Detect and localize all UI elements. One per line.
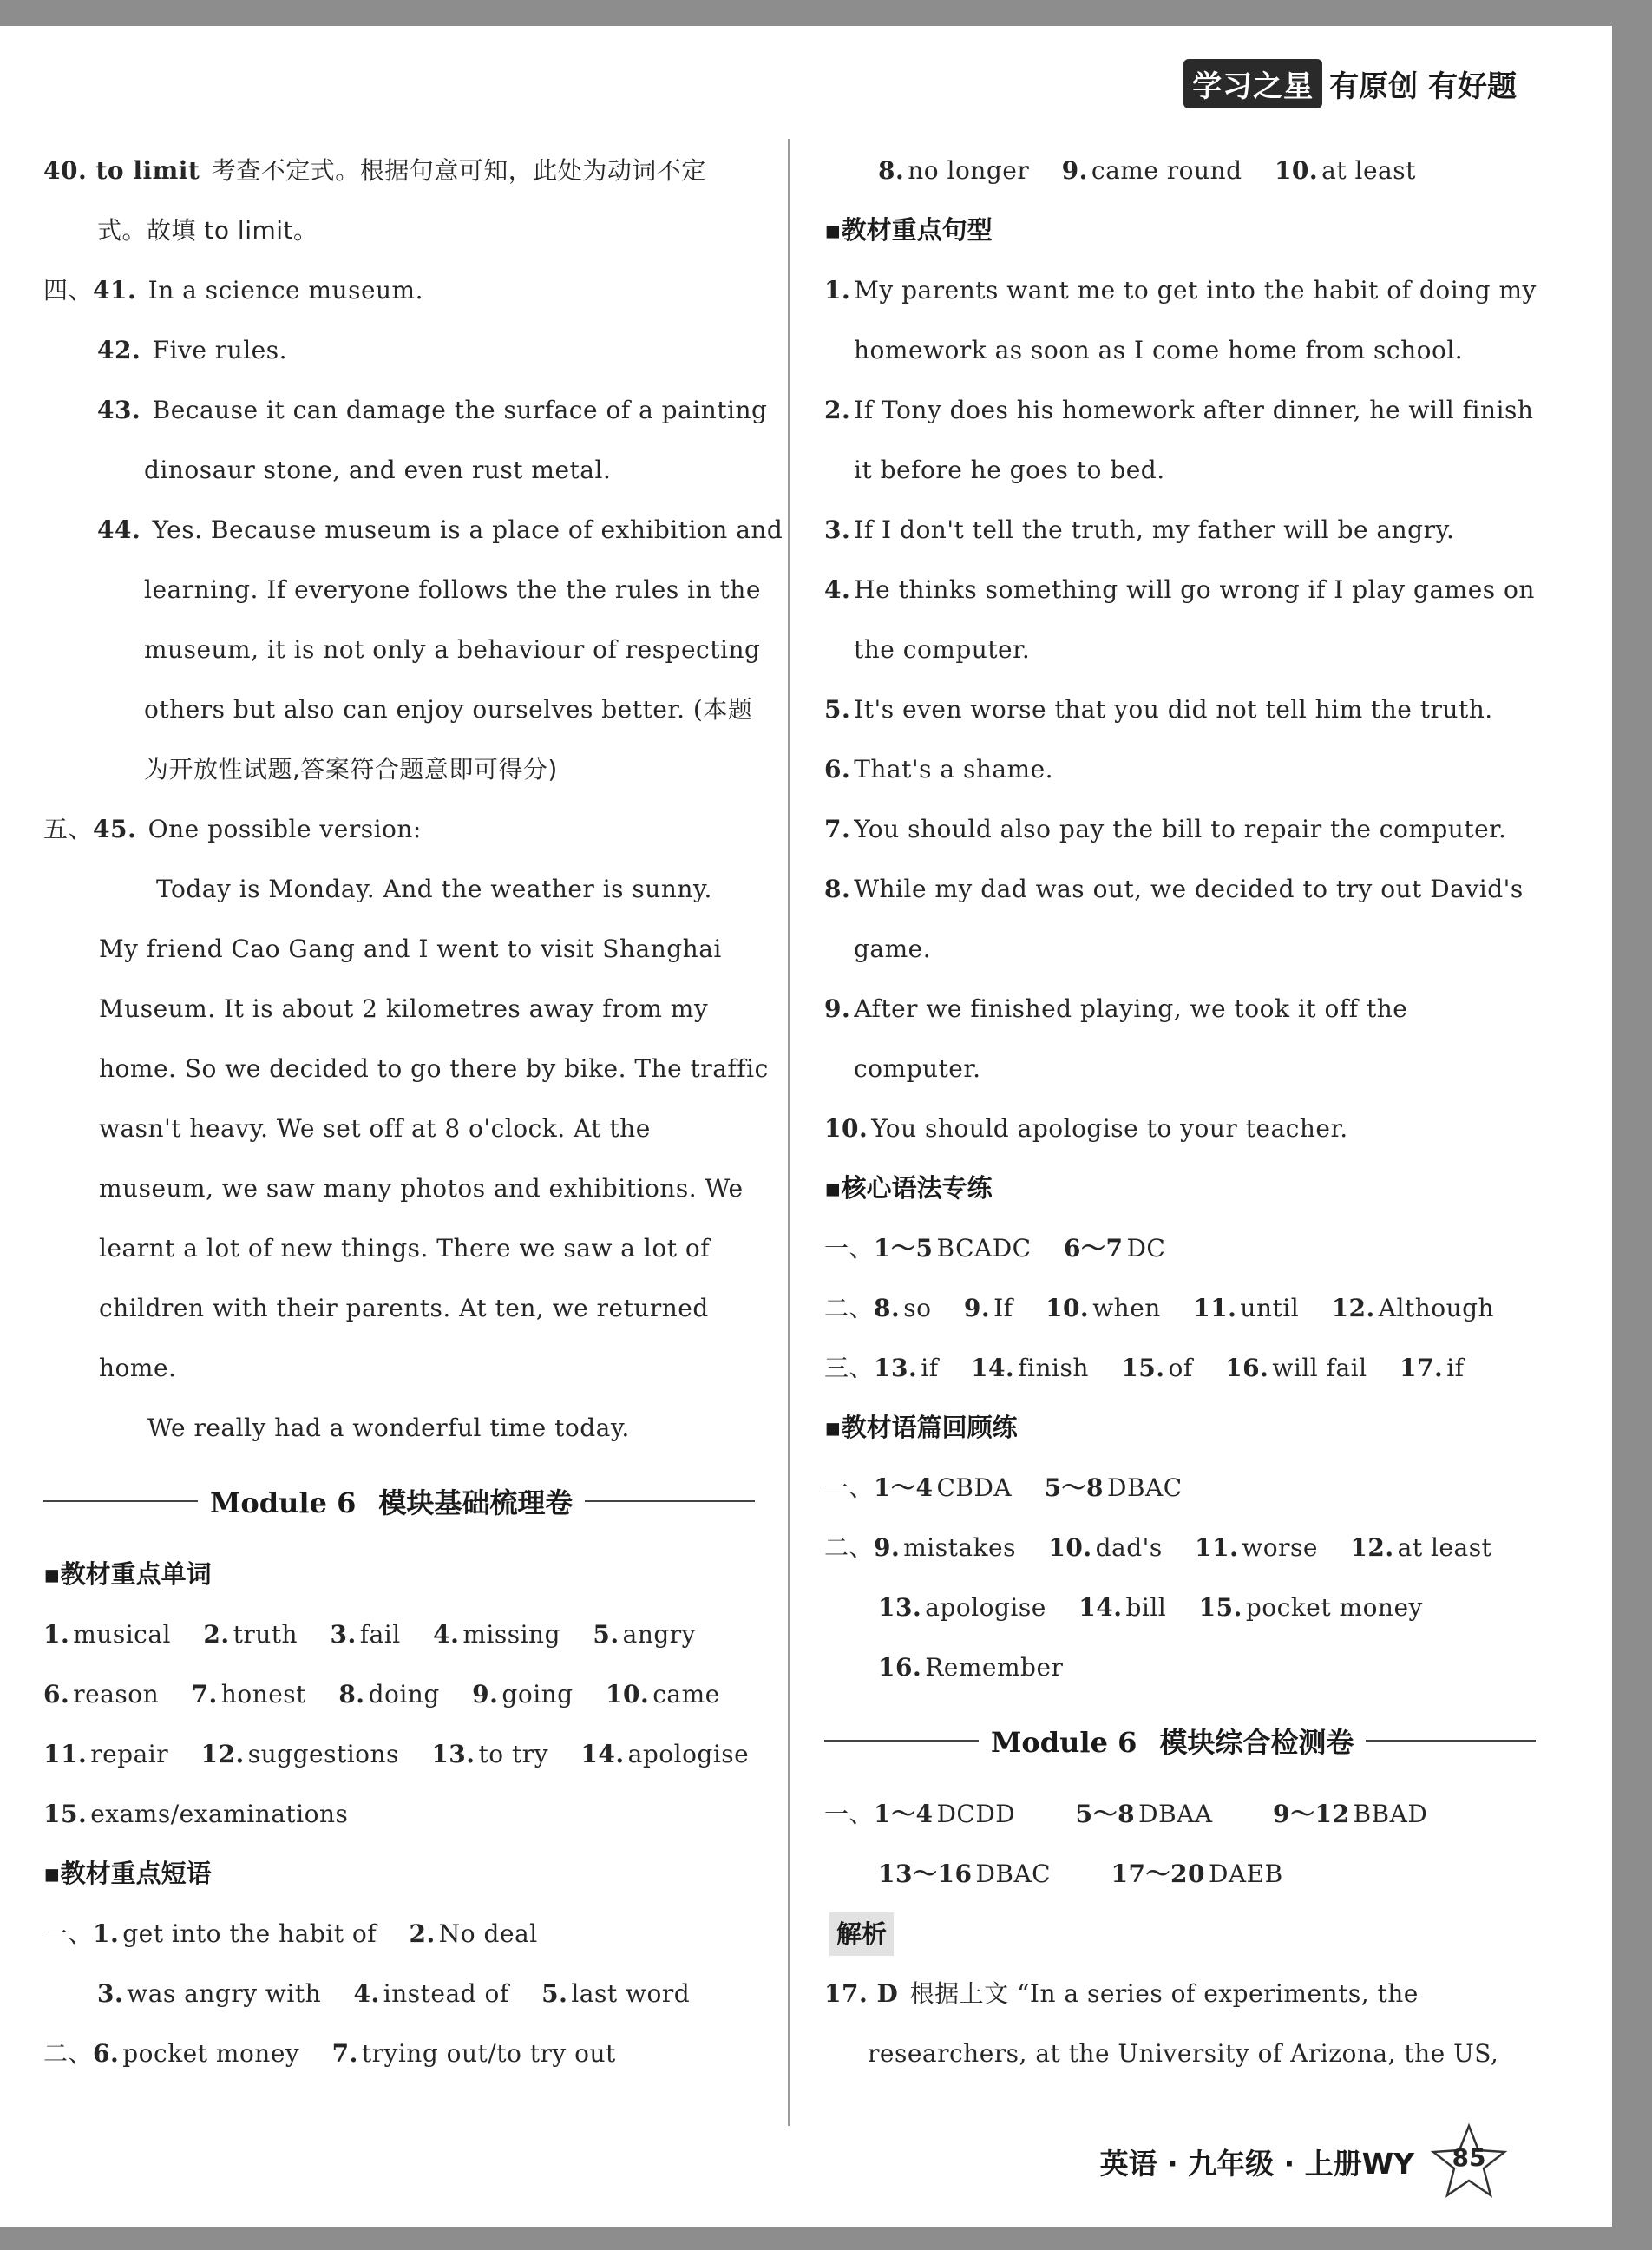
essay-line-7: learnt a lot of new things. There we saw a lot of	[99, 1234, 711, 1263]
review-section-title: ▪教材语篇回顾练	[824, 1413, 1018, 1442]
module-heading-2: Module 6 模块综合检测卷	[824, 1697, 1536, 1784]
essay-line-4: home. So we decided to go there by bike. The traffic	[99, 1054, 769, 1083]
phrases-row-3: 二、6. pocket money 7. trying out/to try out	[43, 2039, 616, 2068]
essay-line-1: Today is Monday. And the weather is sunny.	[156, 875, 712, 903]
grammar-row-2: 二、8. so 9. If 10. when 11. until 12. Although	[824, 1294, 1495, 1322]
grammar-row-1: 一、1～5 BCADC 6～7 DC	[824, 1234, 1166, 1263]
footer-text: 英语 · 九年级 · 上册WY	[1099, 2146, 1414, 2181]
review-row-2: 二、9. mistakes 10. dad's 11. worse 12. at least	[824, 1533, 1492, 1562]
q43-line2: dinosaur stone, and even rust metal.	[144, 456, 612, 484]
q43-line1: 43. Because it can damage the surface of a painting	[97, 396, 768, 424]
words-row-1: 1. musical 2. truth 3. fail 4. missing 5. angry	[43, 1620, 696, 1649]
page-number: 85	[1452, 2143, 1486, 2172]
q17-line1: 17. D 根据上文 “In a series of experiments, the	[824, 1979, 1419, 2008]
words-row-2: 6. reason 7. honest 8. doing 9. going 10. came	[43, 1680, 720, 1709]
words-row-3: 11. repair 12. suggestions 13. to try 14. apologise	[43, 1740, 750, 1768]
q44-line2: learning. If everyone follows the the rules in the	[144, 575, 761, 604]
module-heading-1: Module 6 模块基础梳理卷	[43, 1458, 755, 1545]
q41: 四、41. In a science museum.	[43, 276, 423, 305]
q44-line1: 44. Yes. Because museum is a place of exhibition and	[97, 515, 783, 544]
review-row-4: 16. Remember	[878, 1653, 1064, 1682]
sentence-1b: homework as soon as I come home from school.	[854, 336, 1464, 364]
words-row-4: 15. exams/examinations	[43, 1800, 349, 1828]
essay-line-9: home.	[99, 1354, 177, 1382]
sentence-3: 3. If I don't tell the truth, my father will be angry.	[824, 515, 1455, 544]
sentence-1a: 1. My parents want me to get into the habit of doing my	[824, 276, 1537, 305]
grammar-row-3: 三、13. if 14. finish 15. of 16. will fail 17. if	[824, 1354, 1465, 1382]
brand-header	[1183, 59, 1517, 108]
sentences-section-title: ▪教材重点句型	[824, 215, 993, 245]
q44-line4: others but also can enjoy ourselves better. (本题	[144, 695, 753, 724]
module-answers-row-2: 13～16 DBAC 17～20 DAEB	[878, 1860, 1283, 1888]
q45: 五、45. One possible version:	[43, 815, 422, 843]
words-section-title: ▪教材重点单词	[43, 1559, 212, 1589]
phrases-section-title: ▪教材重点短语	[43, 1859, 212, 1888]
essay-line-2: My friend Cao Gang and I went to visit Shanghai	[99, 935, 722, 963]
q40-line1: 40. to limit 考查不定式。根据句意可知，此处为动词不定	[43, 156, 706, 185]
essay-line-3: Museum. It is about 2 kilometres away from my	[99, 994, 709, 1023]
q42: 42. Five rules.	[97, 336, 288, 364]
essay-line-6: museum, we saw many photos and exhibitions. We	[99, 1174, 744, 1203]
q17-line2: researchers, at the University of Arizona, the US,	[868, 2039, 1499, 2068]
grammar-section-title: ▪核心语法专练	[824, 1173, 993, 1203]
slogan: 有原创 有好题	[1329, 69, 1517, 104]
answer-page	[0, 26, 1612, 2227]
essay-line-5: wasn't heavy. We set off at 8 o'clock. At the	[99, 1114, 651, 1143]
essay-last-line: We really had a wonderful time today.	[148, 1414, 630, 1442]
q40-line2: 式。故填 to limit。	[97, 216, 318, 245]
q44-line3: museum, it is not only a behaviour of respecting	[144, 635, 761, 664]
sentence-8a: 8. While my dad was out, we decided to try out David's	[824, 875, 1524, 903]
sentence-2a: 2. If Tony does his homework after dinner, he will finish	[824, 396, 1534, 424]
sentence-4a: 4. He thinks something will go wrong if I play games on	[824, 575, 1535, 604]
sentence-9b: computer.	[854, 1054, 981, 1083]
sentence-6: 6. That's a shame.	[824, 755, 1054, 784]
q44-line5: 为开放性试题,答案符合题意即可得分)	[144, 755, 558, 784]
sentence-7: 7. You should also pay the bill to repair the computer.	[824, 815, 1507, 843]
phrases-row-1: 一、1. get into the habit of 2. No deal	[43, 1919, 538, 1948]
page-number-star	[1430, 2122, 1508, 2201]
review-row-1: 一、1～4 CBDA 5～8 DBAC	[824, 1473, 1183, 1502]
analysis-label: 解析	[829, 1912, 894, 1956]
phrases-row-4: 8. no longer 9. came round 10. at least	[878, 156, 1416, 185]
review-row-3: 13. apologise 14. bill 15. pocket money	[878, 1593, 1423, 1622]
left-column	[43, 141, 783, 2083]
module-answers-row-1: 一、1～4 DCDD 5～8 DBAA 9～12 BBAD	[824, 1800, 1428, 1828]
right-column	[824, 141, 1536, 2083]
logo: 学习之星	[1183, 59, 1322, 108]
sentence-2b: it before he goes to bed.	[854, 456, 1165, 484]
essay-line-8: children with their parents. At ten, we returned	[99, 1294, 709, 1322]
sentence-4b: the computer.	[854, 635, 1031, 664]
page-footer	[1100, 2122, 1508, 2201]
phrases-row-2: 3. was angry with 4. instead of 5. last word	[97, 1979, 691, 2008]
sentence-5: 5. It's even worse that you did not tell him the truth.	[824, 695, 1493, 724]
sentence-10: 10. You should apologise to your teacher.	[824, 1114, 1348, 1143]
sentence-8b: game.	[854, 935, 932, 963]
column-divider	[788, 139, 790, 2126]
sentence-9a: 9. After we finished playing, we took it off the	[824, 994, 1408, 1023]
